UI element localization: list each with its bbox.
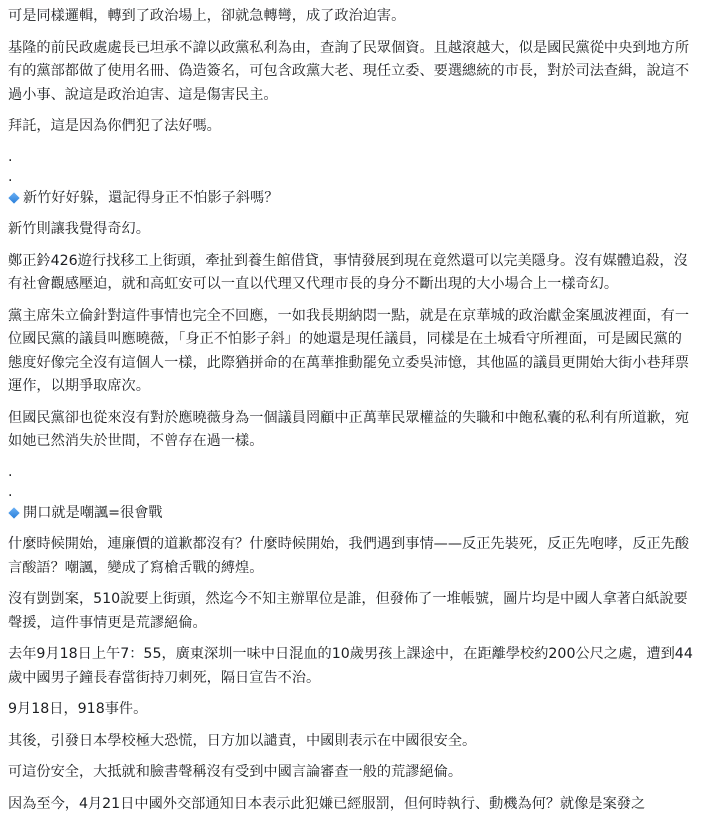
small-blue-diamond-icon	[8, 508, 19, 519]
paragraph: 基隆的前民政處處長已坦承不諱以政黨私利為由，查詢了民眾個資。且越滾越大，似是國民黨從中央到地方所有的黨部都做了使用名冊、偽造簽名，可包含政黨大老、現任立委、要選總統的市長，對於司法查緝，說這不過小事、說這是政治迫害、這是傷害民主。	[8, 39, 690, 103]
section-heading	[8, 187, 696, 211]
small-blue-diamond-icon	[8, 193, 19, 204]
paragraph: 9月18日，918事件。	[8, 701, 148, 717]
paragraph: 其後，引發日本學校極大恐慌，日方加以譴責，中國則表示在中國很安全。	[8, 732, 477, 749]
paragraph: 拜託，這是因為你們犯了法好嗎。	[8, 118, 221, 134]
dot-separator: .	[8, 483, 13, 500]
paragraph: 什麼時候開始，連廉價的道歉都沒有？什麼時候開始，我們遇到事情——反正先裝死，反正先咆哮，反正先酸言酸語？嘲諷，變成了寫槍舌戰的縛煌。	[8, 536, 690, 576]
paragraph: 但國民黨卻也從來沒有對於應曉薇身為一個議員罔顧中正萬華民眾權益的失職和中飽私囊的私利有所道歉，宛如她已然消失於世間，不曾存在過一樣。	[8, 409, 690, 449]
paragraph: 可是同樣邏輯，轉到了政治場上，卻就急轉彎，成了政治迫害。	[8, 8, 406, 24]
paragraph-truncated: 因為至今，4月21日中國外交部通知日本表示此犯嫌已經服罰，但何時執行、動機為何？就像是案發之	[8, 795, 646, 812]
dot-separator: .	[8, 168, 13, 185]
paragraph: 新竹則讓我覺得奇幻。	[8, 221, 150, 237]
paragraph: 去年9月18日上午7：55，廣東深圳一味中日混血的10歲男孩上課途中，在距離學校約200公尺之處，遭到44歲中國男子鐘長春當街持刀刺死，隔日宣告不治。	[8, 646, 693, 686]
section-heading	[8, 502, 696, 526]
paragraph: 沒有剴剴案，510說要上街頭，然迄今不知主辦單位是誰，但發佈了一堆帳號，圖片均是中國人拿著白紙說要聲援，這件事情更是荒謬絕倫。	[8, 591, 688, 631]
dot-separator: .	[8, 463, 13, 480]
dot-separator: .	[8, 148, 13, 165]
section-title: 新竹好好躲，還記得身正不怕影子斜嗎？	[23, 189, 279, 206]
paragraph: 可這份安全，大抵就和臉書聲稱沒有受到中國言論審查一般的荒謬絕倫。	[8, 764, 463, 780]
section-title: 開口就是嘲諷=很會戰	[23, 504, 163, 521]
paragraph: 鄭正鈐426遊行找移工上街頭，牽扯到養生館借貸，事情發展到現在竟然還可以完美隱身。沒有媒體追殺，沒有社會觀感壓迫，就和高虹安可以一直以代理又代理市長的身分不斷出現的大小場合上一樣奇幻。	[8, 252, 688, 292]
paragraph: 黨主席朱立倫針對這件事情也完全不回應，一如我長期納悶一點，就是在京華城的政治獻金案風波裡面，有一位國民黨的議員叫應曉薇，「身正不怕影子斜」的她還是現任議員，同樣是在土城看守所裡面，可是國民黨的態度好像完全沒有這個人一樣，此際猶拼命的在萬華推動罷免立委吳沛憶，其他區的議員更開始大街小巷拜票運作，以期爭取席次。	[8, 307, 690, 394]
post-body	[8, 5, 696, 824]
